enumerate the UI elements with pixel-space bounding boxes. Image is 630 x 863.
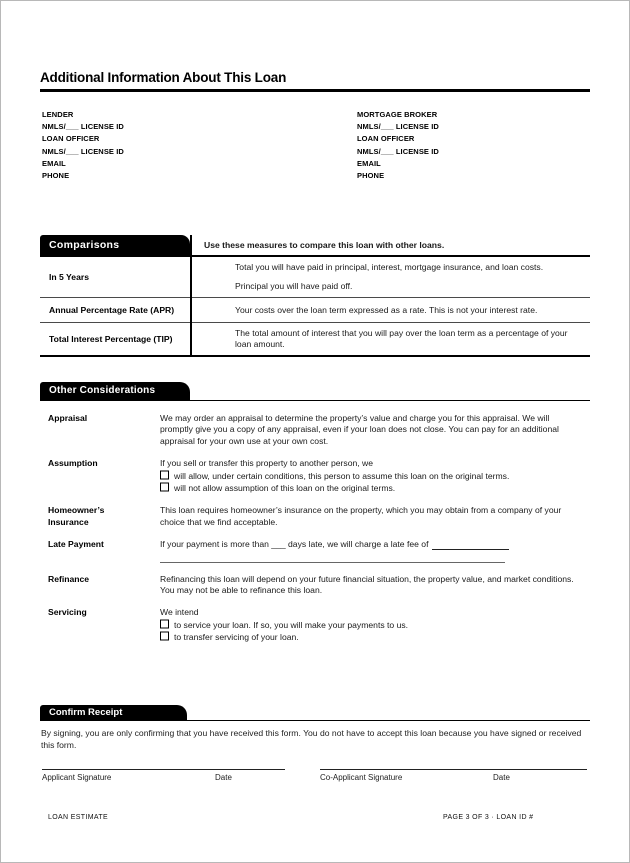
broker-phone-label: PHONE xyxy=(357,171,385,181)
phone-label: PHONE xyxy=(42,171,70,181)
row-description: We may order an appraisal to determine the property’s value and charge you for this appraisal. We will promptly give you a copy of any appraisal, even if your loan does not close. You can pay for an additional appraisal for your own use at your own cost. xyxy=(160,413,559,446)
late-fee-blank-continuation-field[interactable] xyxy=(160,551,505,563)
row-description xyxy=(190,300,590,321)
comparisons-column-divider xyxy=(190,235,192,357)
loan-officer-label: LOAN OFFICER xyxy=(42,134,100,144)
row-description xyxy=(190,257,590,297)
servicing-option-transfer: to transfer servicing of your loan. xyxy=(160,631,574,643)
comparisons-table xyxy=(40,257,590,357)
co-applicant-signature-block xyxy=(320,769,587,782)
date-label: Date xyxy=(493,773,510,782)
applicant-signature-label: Applicant Signature xyxy=(42,773,112,782)
applicant-signature-line[interactable] xyxy=(42,769,285,770)
applicant-signature-block xyxy=(42,769,285,782)
other-considerations-section-tab: Other Considerations xyxy=(40,382,190,400)
row-description xyxy=(190,323,590,355)
email-label: EMAIL xyxy=(42,158,66,168)
assumption-option-allow: will allow, under certain conditions, this person to assume this loan on the original terms. xyxy=(160,470,574,482)
co-applicant-signature-label: Co-Applicant Signature xyxy=(320,773,403,782)
row-assumption xyxy=(40,458,590,494)
confirm-receipt-section-tab: Confirm Receipt xyxy=(40,705,187,720)
contact-info-block xyxy=(0,109,630,189)
date-label: Date xyxy=(215,773,232,782)
assumption-option-not-allow: will not allow assumption of this loan on the original terms. xyxy=(160,482,574,494)
row-refinance xyxy=(40,574,590,597)
confirm-receipt-header-row xyxy=(40,705,590,721)
will-not-allow-checkbox-icon[interactable] xyxy=(160,483,169,492)
page-title: Additional Information About This Loan xyxy=(40,70,287,85)
confirm-receipt-text: By signing, you are only confirming that you have received this form. You do not have to accept this loan because you have signed or received this form. xyxy=(41,728,582,750)
broker-nmls-label: NMLS/___ LICENSE ID xyxy=(357,122,439,132)
co-applicant-signature-line[interactable] xyxy=(320,769,587,770)
comparisons-header-row xyxy=(40,235,590,257)
description-line: The total amount of interest that you will pay over the loan term as a percentage of your loan amount. xyxy=(235,328,568,349)
row-label: Refinance xyxy=(48,573,90,584)
row-description: If you sell or transfer this property to another person, we will allow, under certain conditions, this person to assume this loan on the original terms. will not allow assumption of this loan on the original terms. xyxy=(160,458,574,494)
lender-label: LENDER xyxy=(42,110,74,119)
row-label: Homeowner’s Insurance xyxy=(48,505,105,527)
row-label: Late Payment xyxy=(48,539,104,550)
table-row-tip xyxy=(40,322,590,355)
row-label: Annual Percentage Rate (APR) xyxy=(49,305,175,315)
description-line: Your costs over the loan term expressed as a rate. This is not your interest rate. xyxy=(235,304,538,315)
other-considerations-section xyxy=(40,382,590,655)
footer-form-name: LOAN ESTIMATE xyxy=(48,814,109,821)
lender-contact-column xyxy=(42,109,124,182)
row-label: Total Interest Percentage (TIP) xyxy=(49,334,173,344)
loan-officer-nmls-label: NMLS/___ LICENSE ID xyxy=(42,146,124,156)
comparisons-section xyxy=(40,235,590,357)
footer-page-number: PAGE 3 OF 3 · LOAN ID # xyxy=(443,814,534,821)
servicing-option-service: to service your loan. If so, you will make your payments to us. xyxy=(160,619,574,631)
row-label: Assumption xyxy=(48,458,98,469)
description-line: Principal you will have paid off. xyxy=(235,281,353,291)
row-appraisal xyxy=(40,413,590,447)
broker-loan-officer-label: LOAN OFFICER xyxy=(357,134,415,144)
confirm-receipt-section xyxy=(40,705,590,751)
transfer-servicing-checkbox-icon[interactable] xyxy=(160,632,169,641)
lender-nmls-label: NMLS/___ LICENSE ID xyxy=(42,122,124,132)
row-label: Appraisal xyxy=(48,413,88,423)
row-description: This loan requires homeowner’s insurance on the property, which you may obtain from a company of your choice that we find acceptable. xyxy=(160,505,562,527)
service-loan-checkbox-icon[interactable] xyxy=(160,619,169,628)
row-late-payment xyxy=(40,539,590,562)
table-row-apr xyxy=(40,297,590,322)
will-allow-checkbox-icon[interactable] xyxy=(160,470,169,479)
table-row-in-5-years xyxy=(40,257,590,297)
row-label: In 5 Years xyxy=(49,272,89,282)
mortgage-broker-label: MORTGAGE BROKER xyxy=(357,110,438,119)
broker-email-label: EMAIL xyxy=(357,158,381,168)
row-homeowners-insurance xyxy=(40,505,590,528)
broker-contact-column xyxy=(357,109,439,182)
row-servicing xyxy=(40,607,590,643)
row-description: If your payment is more than ___ days late, we will charge a late fee of xyxy=(160,539,574,562)
title-divider xyxy=(40,89,590,92)
row-description: We intend to service your loan. If so, you will make your payments to us. to transfer servicing of your loan. xyxy=(160,607,574,643)
other-considerations-header-row xyxy=(40,382,590,401)
late-fee-blank-field[interactable] xyxy=(432,539,509,549)
comparisons-header-text: Use these measures to compare this loan with other loans. xyxy=(204,240,445,250)
description-line: Total you will have paid in principal, interest, mortgage insurance, and loan costs. xyxy=(235,262,544,272)
comparisons-section-tab: Comparisons xyxy=(40,235,190,255)
row-description: Refinancing this loan will depend on your future financial situation, the property value, and market conditions. You may not be able to refinance this loan. xyxy=(160,573,574,596)
row-label: Servicing xyxy=(48,607,87,618)
broker-loan-officer-nmls-label: NMLS/___ LICENSE ID xyxy=(357,146,439,156)
